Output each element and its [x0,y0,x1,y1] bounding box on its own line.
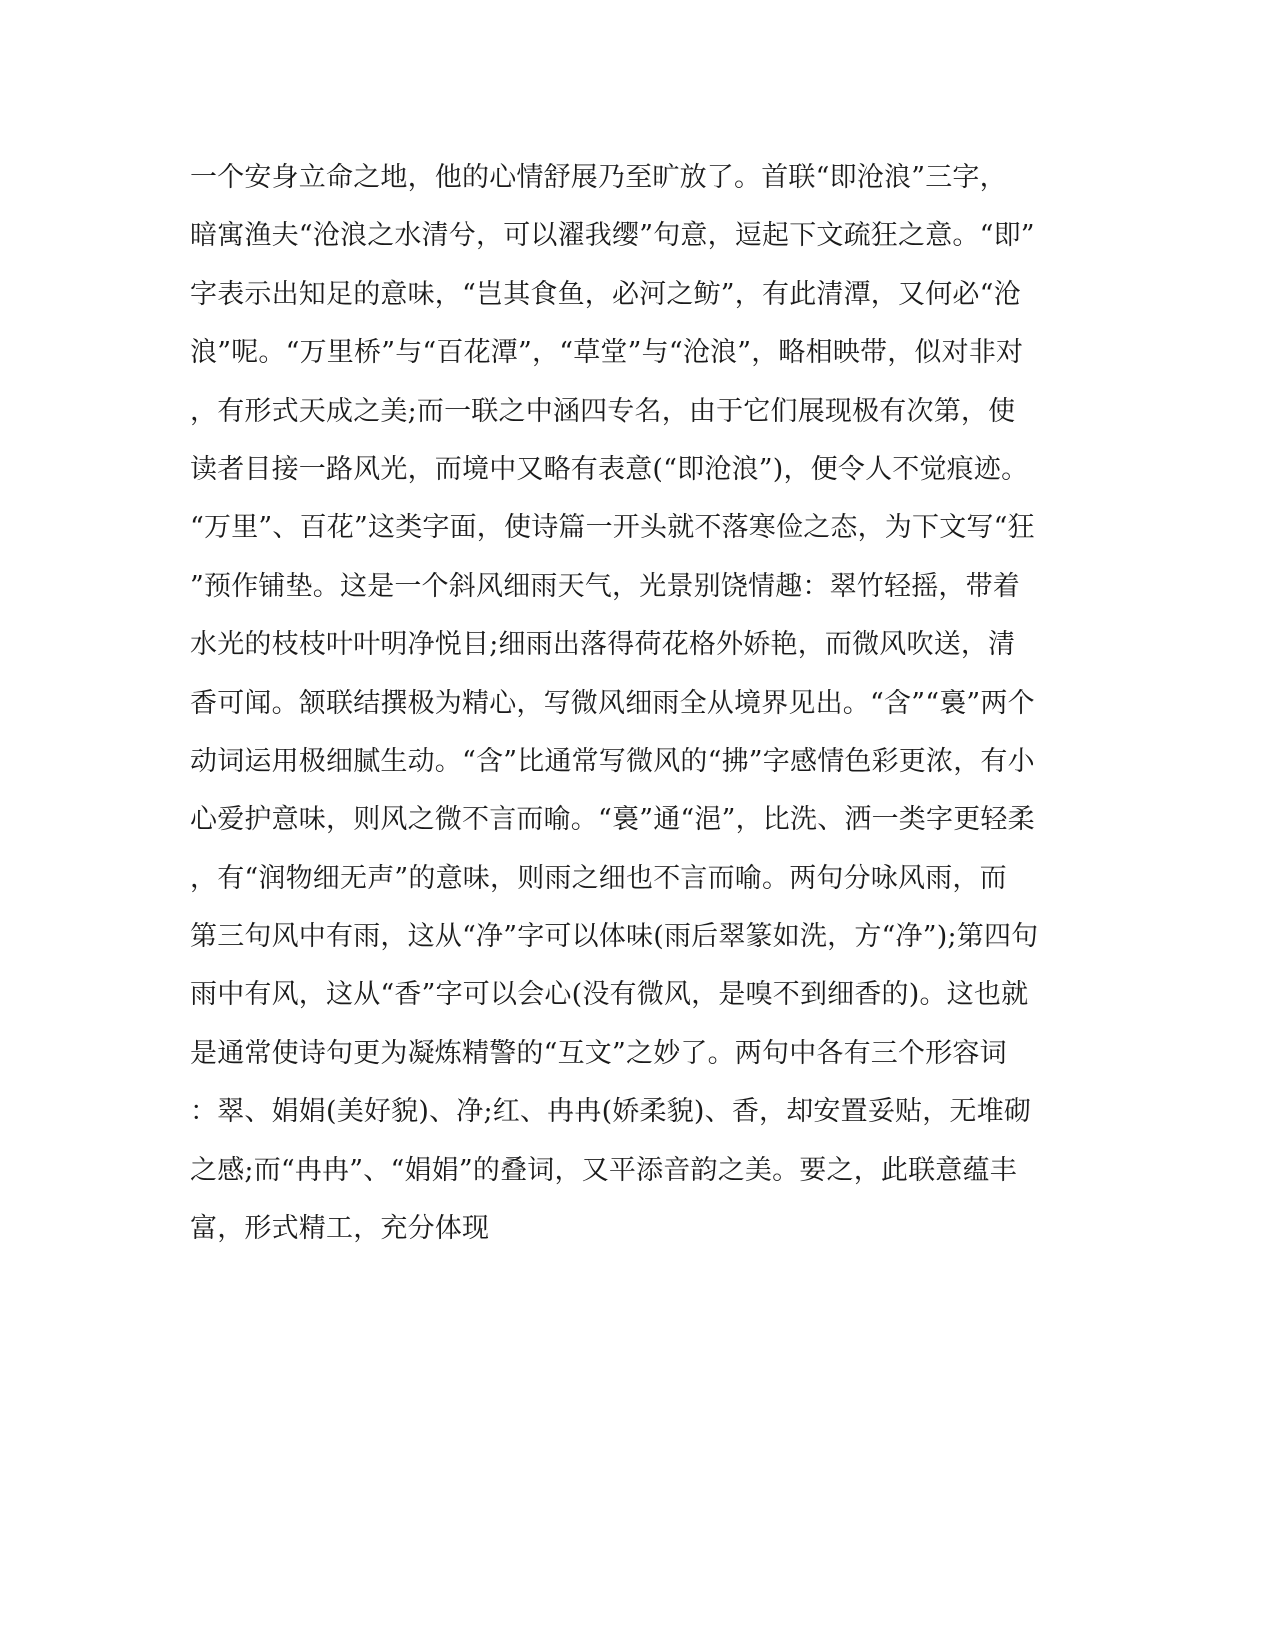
text-line: 字表示出知足的意味，“岂其食鱼，必河之鲂”，有此清潭，又何必“沧 [190,278,1021,310]
text-line: 心爱护意味，则风之微不言而喻。“裛”通“浥”，比洗、洒一类字更轻柔 [190,804,1035,836]
text-line: 动词运用极细腻生动。“含”比通常写微风的“拂”字感情色彩更浓，有小 [190,745,1035,777]
text-line: 一个安身立命之地，他的心情舒展乃至旷放了。首联“即沧浪”三字， [190,162,1007,193]
text-line: 是通常使诗句更为凝炼精警的“互文”之妙了。两句中各有三个形容词 [190,1037,1007,1069]
text-line: 暗寓渔夫“沧浪之水清兮，可以濯我缨”句意，逗起下文疏狂之意。“即” [190,220,1035,252]
text-line: 之感;而“冉冉”、“娟娟”的叠词，又平添音韵之美。要之，此联意蕴丰 [190,1154,1017,1186]
text-line: 水光的枝枝叶叶明净悦目;细雨出落得荷花格外娇艳，而微风吹送，清 [190,629,1016,661]
text-line: 读者目接一路风光，而境中又略有表意(“即沧浪”)，便令人不觉痕迹。 [190,453,1029,485]
text-line: ，有“润物细无声”的意味，则雨之细也不言而喻。两句分咏风雨，而 [190,862,1007,894]
text-line: ：翠、娟娟(美好貌)、净;红、冉冉(娇柔貌)、香，却安置妥贴，无堆砌 [190,1096,1032,1128]
text-line: 第三句风中有雨，这从“净”字可以体味(雨后翠篆如洗，方“净”);第四句 [190,921,1039,953]
text-line: 富，形式精工，充分体现 [190,1213,490,1245]
body-text [190,162,1090,1271]
text-line: ，有形式天成之美;而一联之中涵四专名，由于它们展现极有次第，使 [190,395,1016,427]
text-line: 雨中有风，这从“香”字可以会心(没有微风，是嗅不到细香的)。这也就 [190,979,1029,1011]
text-line: “万里”、百花”这类字面，使诗篇一开头就不落寒俭之态，为下文写“狂 [190,512,1035,544]
text-line: 香可闻。颔联结撰极为精心，写微风细雨全从境界见出。“含”“裛”两个 [190,687,1035,719]
text-line: 浪”呢。“万里桥”与“百花潭”，“草堂”与“沧浪”，略相映带，似对非对 [190,337,1024,369]
text-line: ”预作铺垫。这是一个斜风细雨天气，光景别饶情趣：翠竹轻摇，带着 [190,570,1021,602]
